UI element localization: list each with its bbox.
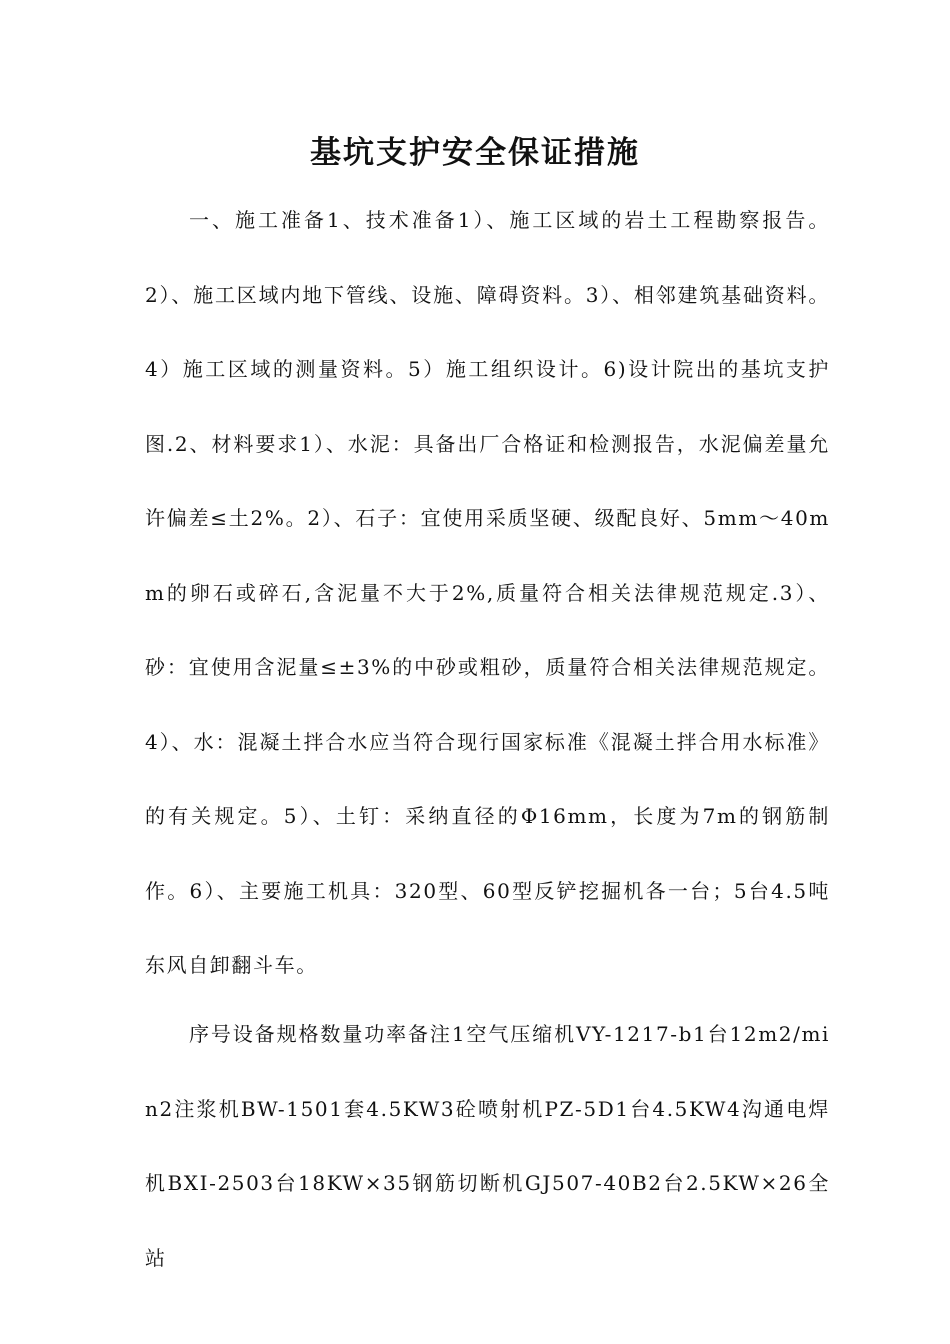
document-title: 基坑支护安全保证措施 bbox=[310, 135, 640, 171]
construction-preparation-paragraph: 一、施工准备1、技术准备1）、施工区域的岩土工程勘察报告。2）、施工区域内地下管线、设施、障碍资料。3）、相邻建筑基础资料。4）施工区域的测量资料。5）施工组织设计。6)设计院出的基坑支护图.2、材料要求1）、水泥：具备出厂合格证和检测报告，水泥偏差量允许偏差≤土2%。2）、石子：宜使用采质坚硬、级配良好、5mm～40mm的卵石或碎石,含泥量不大于2%,质量符合相关法律规范规定.3）、砂：宜使用含泥量≤±3%的中砂或粗砂，质量符合相关法律规范规定。4）、水：混凝土拌合水应当符合现行国家标准《混凝土拌合用水标准》的有关规定。5）、土钉：采纳直径的Φ16mm，长度为7m的钢筋制作。6）、主要施工机具：320型、60型反铲挖掘机各一台；5台4.5吨东风自卸翻斗车。 bbox=[145, 208, 830, 977]
equipment-list-paragraph: 序号设备规格数量功率备注1空气压缩机VY-1217-b1台12m2/min2注浆机BW-1501套4.5KW3砼喷射机PZ-5D1台4.5KW4沟通电焊机BXI-2503台18KW×35钢筋切断机GJ507-40B2台2.5KW×26全站 bbox=[145, 1022, 830, 1270]
